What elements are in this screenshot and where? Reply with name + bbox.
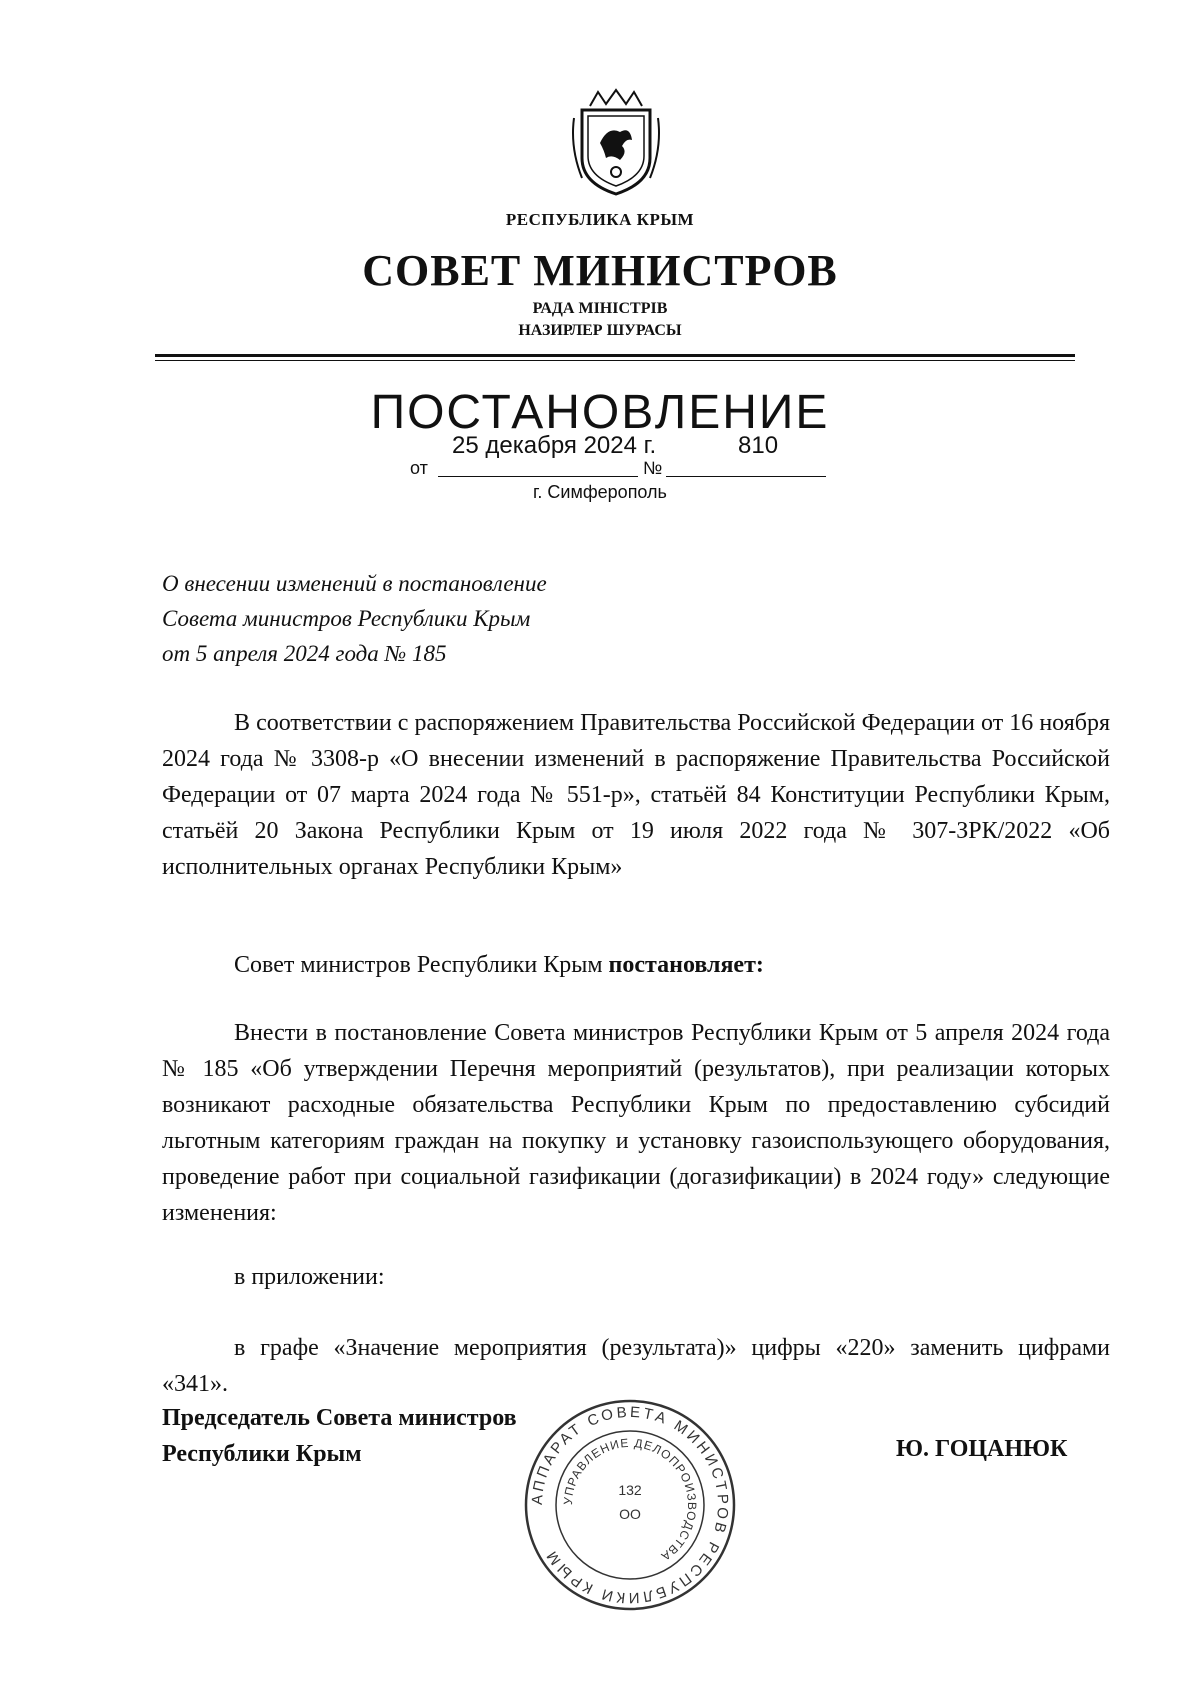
- resolution-verb: постановляет:: [608, 952, 764, 978]
- council-title-crimean-tatar: НАЗИРЛЕР ШУРАСЫ: [518, 322, 682, 339]
- seal-label: ОО: [619, 1506, 641, 1522]
- resolution-prefix: Совет министров Республики Крым: [234, 952, 609, 978]
- header-divider-thick: [155, 354, 1075, 357]
- official-round-stamp-icon: [520, 1395, 740, 1615]
- number-label: №: [643, 458, 663, 478]
- council-title: СОВЕТ МИНИСТРОВ: [362, 246, 838, 295]
- document-type: ПОСТАНОВЛЕНИЕ: [370, 386, 830, 439]
- subject-line: Совета министров Республики Крым: [162, 606, 531, 631]
- signatory-title: [162, 1400, 517, 1472]
- amendment-paragraph: Внести в постановление Совета министров Республики Крым от 5 апреля 2024 года № 185 «Об утверждении Перечня мероприятий (результатов), при реализации которых возникают расходные обязательства Республики Крым по предоставлению субсидий льготным категориям граждан на покупку и установку газоиспользующего оборудования, проведение работ при социальной газификации (догазификации) в 2024 году» следующие изменения:: [162, 1020, 1110, 1226]
- subject-line: О внесении изменений в постановление: [162, 571, 547, 596]
- appendix-paragraph: в приложении:: [234, 1264, 385, 1290]
- seal-inner-text: УПРАВЛЕНИЕ ДЕЛОПРОИЗВОДСТВА: [560, 1435, 700, 1565]
- seal-outer-text: АППАРАТ СОВЕТА МИНИСТРОВ РЕСПУБЛИКИ КРЫМ: [528, 1403, 732, 1607]
- header-divider-thin: [155, 360, 1075, 361]
- document-city: г. Симферополь: [533, 482, 667, 502]
- date-underline: [438, 476, 638, 477]
- preamble-paragraph: В соответствии с распоряжением Правительства Российской Федерации от 16 ноября 2024 года № 3308-р «О внесении изменений в распоряжение Правительства Российской Федерации от 07 марта 2024 года № 551-р», статьёй 84 Конституции Республики Крым, статьёй 20 Закона Республики Крым от 19 июля 2022 года № 307-ЗРК/2022 «Об исполнительных органах Республики Крым»: [162, 710, 1110, 880]
- signatory-name: Ю. ГОЦАНЮК: [896, 1436, 1068, 1462]
- signatory-title-line: Председатель Совета министров: [162, 1405, 517, 1431]
- number-underline: [666, 476, 826, 477]
- document-subject: [162, 566, 547, 671]
- change-paragraph: в графе «Значение мероприятия (результата)» цифры «220» заменить цифрами «341».: [162, 1335, 1110, 1397]
- crimea-coat-of-arms-icon: [570, 88, 662, 198]
- seal-number: 132: [618, 1482, 642, 1498]
- document-number: 810: [738, 432, 779, 459]
- resolution-clause: [162, 947, 1110, 983]
- signatory-title-line: Республики Крым: [162, 1441, 362, 1467]
- republic-title: РЕСПУБЛИКА КРЫМ: [505, 210, 695, 229]
- date-label: от: [410, 458, 428, 478]
- subject-line: от 5 апреля 2024 года № 185: [162, 641, 447, 666]
- document-date: 25 декабря 2024 г.: [452, 432, 657, 459]
- council-title-ukrainian: РАДА МІНІСТРІВ: [532, 300, 668, 317]
